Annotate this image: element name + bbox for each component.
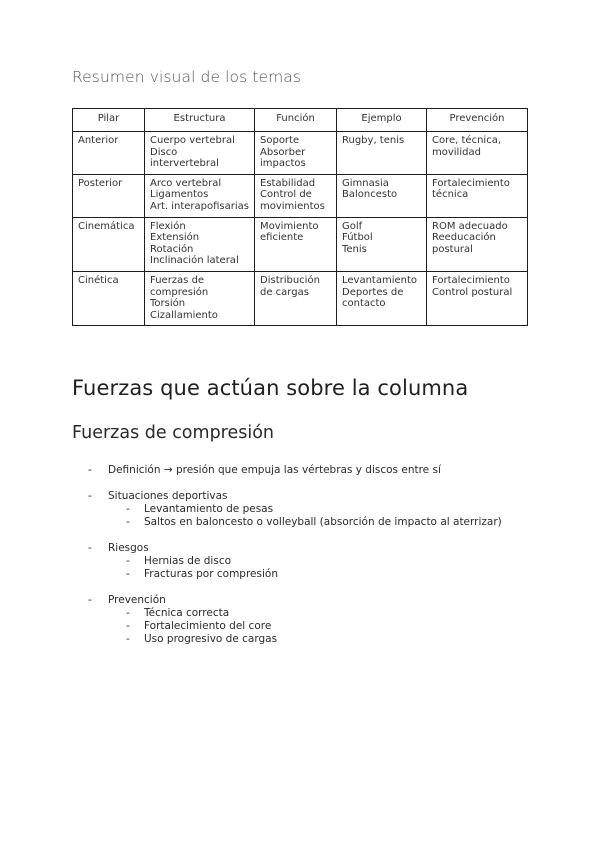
summary-title: Resumen visual de los temas [72, 68, 302, 86]
sub-list-item-text: Técnica correcta [144, 607, 230, 619]
sub-list-item-text: Uso progresivo de cargas [144, 633, 278, 645]
sub-list-item [126, 568, 568, 581]
list-item-text: Riesgos [108, 542, 149, 554]
table-header-row [73, 109, 528, 132]
bullet-dash: - [126, 633, 130, 645]
cell-line: Control de movimientos [260, 189, 325, 212]
table-cell-estructura [145, 217, 255, 271]
cell-line: Levantamiento [342, 274, 418, 286]
cell-line: Extensión [150, 232, 200, 244]
list-item [88, 490, 568, 529]
sub-list-item [126, 607, 568, 620]
section-heading: Fuerzas que actúan sobre la columna [72, 376, 469, 400]
list-item [88, 464, 568, 477]
bullet-dash: - [126, 620, 130, 632]
cell-line: ROM adecuado [432, 220, 508, 232]
table-cell-prevencion [427, 217, 528, 271]
list-item-text: Situaciones deportivas [108, 490, 228, 502]
cell-line: Baloncesto [342, 189, 398, 201]
cell-line: Tenis [342, 243, 367, 255]
table-row [73, 132, 528, 175]
sub-list-item [126, 633, 568, 646]
table-cell-prevencion [427, 174, 528, 217]
cell-line: Reeducación postural [432, 232, 496, 255]
subsection-heading: Fuerzas de compresión [72, 423, 275, 443]
sub-list-item-text: Saltos en baloncesto o volleyball (absorción de impacto al aterrizar) [144, 516, 502, 528]
table-cell-pilar: Cinemática [73, 217, 145, 271]
cell-line: Art. interapofisarias [150, 200, 249, 212]
cell-line: Absorber impactos [260, 146, 306, 170]
cell-line: Rugby, tenis [342, 135, 405, 146]
sub-list-item [126, 555, 568, 568]
header-estructura: Estructura [145, 109, 255, 132]
cell-line: Soporte [260, 135, 300, 146]
bullet-dash: - [126, 555, 130, 567]
sub-list-item-text: Levantamiento de pesas [144, 503, 274, 515]
cell-line: Fortalecimiento [432, 274, 510, 286]
bullet-dash: - [88, 542, 92, 554]
cell-line: Deportes de contacto [342, 286, 404, 310]
sub-list [108, 555, 568, 581]
list-item-text: Prevención [108, 594, 166, 606]
cell-line: Control postural [432, 286, 513, 298]
cell-line: Cuerpo vertebral [150, 135, 235, 146]
table-cell-funcion [255, 217, 337, 271]
table-cell-ejemplo [337, 174, 427, 217]
cell-line: Fuerzas de compresión [150, 274, 209, 298]
header-pilar: Pilar [73, 109, 145, 132]
cell-line: Torsión [150, 298, 186, 310]
header-prevencion: Prevención [427, 109, 528, 132]
table-row [73, 271, 528, 325]
sub-list-item [126, 503, 568, 516]
cell-line: Cizallamiento [150, 309, 218, 321]
cell-line: Fútbol [342, 232, 373, 244]
summary-table [72, 108, 528, 326]
table-cell-ejemplo [337, 132, 427, 175]
cell-line: Disco intervertebral [150, 146, 219, 170]
cell-line: Arco vertebral [150, 177, 222, 189]
bullet-dash: - [126, 607, 130, 619]
table-cell-ejemplo [337, 217, 427, 271]
cell-line: Ligamentos [150, 189, 209, 201]
list-item [88, 594, 568, 646]
sub-list-item-text: Fortalecimiento del core [144, 620, 272, 632]
cell-line: Rotación [150, 243, 194, 255]
cell-line: Gimnasia [342, 177, 389, 189]
table-cell-pilar: Anterior [73, 132, 145, 175]
bullet-list [88, 464, 568, 659]
table-cell-pilar: Cinética [73, 271, 145, 325]
table-row [73, 217, 528, 271]
cell-line: Golf [342, 220, 363, 232]
cell-line: Fortalecimiento técnica [432, 177, 510, 201]
cell-line: Core, técnica, movilidad [432, 135, 501, 158]
cell-line: Distribución de cargas [260, 274, 320, 298]
table-row [73, 174, 528, 217]
bullet-dash: - [126, 516, 130, 528]
bullet-dash: - [126, 568, 130, 580]
table-cell-estructura [145, 174, 255, 217]
table-cell-prevencion [427, 271, 528, 325]
header-ejemplo: Ejemplo [337, 109, 427, 132]
table-body [73, 132, 528, 326]
cell-line: Inclinación lateral [150, 255, 239, 267]
table-cell-estructura [145, 271, 255, 325]
bullet-dash: - [88, 464, 92, 476]
table-cell-estructura [145, 132, 255, 175]
bullet-dash: - [88, 594, 92, 606]
list-item-text: Definición → presión que empuja las vértebras y discos entre sí [108, 464, 441, 476]
cell-line: Estabilidad [260, 177, 316, 189]
table-cell-funcion [255, 174, 337, 217]
cell-line: Flexión [150, 220, 186, 232]
sub-list-item-text: Fracturas por compresión [144, 568, 278, 580]
header-funcion: Función [255, 109, 337, 132]
table-cell-pilar: Posterior [73, 174, 145, 217]
sub-list-item [126, 620, 568, 633]
table-cell-ejemplo [337, 271, 427, 325]
sub-list [108, 607, 568, 646]
bullet-dash: - [88, 490, 92, 502]
sub-list-item [126, 516, 568, 529]
cell-line: Movimiento eficiente [260, 220, 319, 244]
sub-list [108, 503, 568, 529]
table-cell-funcion [255, 132, 337, 175]
table-cell-funcion [255, 271, 337, 325]
bullet-dash: - [126, 503, 130, 515]
sub-list-item-text: Hernias de disco [144, 555, 232, 567]
table-cell-prevencion [427, 132, 528, 175]
list-item [88, 542, 568, 581]
